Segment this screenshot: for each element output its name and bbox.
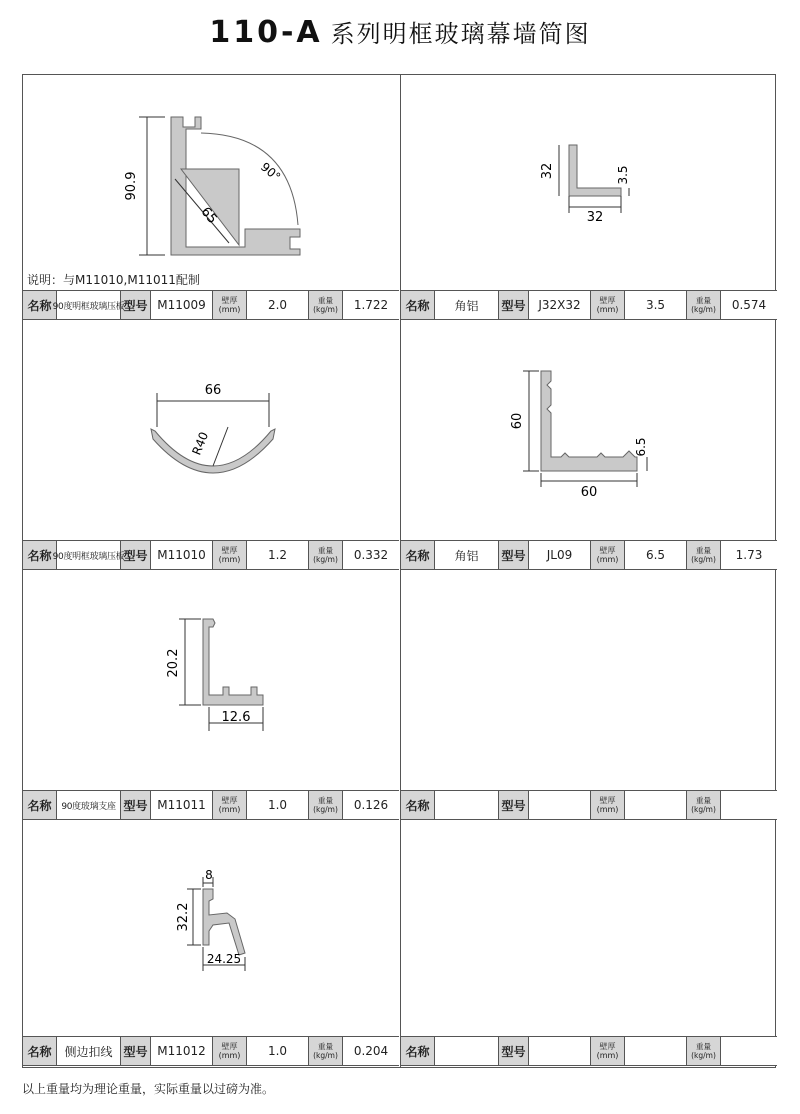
weight-value: 0.574: [721, 291, 777, 319]
profile-cell-empty-1: [401, 571, 777, 821]
name-label: 名称: [401, 1037, 435, 1065]
spec-row: [401, 790, 777, 820]
dim-h: 32.2: [176, 902, 191, 932]
weight-value: [721, 791, 777, 819]
series-code: 110-A: [209, 15, 323, 50]
model-label: 型号: [499, 1037, 529, 1065]
thickness-value: 3.5: [625, 291, 687, 319]
model-label: 型号: [499, 291, 529, 319]
dim-h: 20.2: [166, 648, 181, 678]
profile-cell-jl09: [401, 321, 777, 571]
model-value: M11012: [151, 1037, 213, 1065]
dim-w: 60: [580, 485, 598, 500]
name-label: 名称: [23, 541, 57, 569]
drawing-m11009: [23, 75, 399, 290]
name-value: 90度明框玻璃压板: [57, 291, 121, 319]
profile-cell-m11011: [23, 571, 399, 821]
note-text: 说明：与M11010,M11011配制: [27, 273, 200, 287]
dim-w: 12.6: [221, 710, 251, 725]
thickness-value: 6.5: [625, 541, 687, 569]
drawing-m11011: [23, 571, 399, 790]
weight-label: 重量 (kg/m): [309, 1037, 343, 1065]
profile-cell-m11010: [23, 321, 399, 571]
name-label: 名称: [401, 291, 435, 319]
name-value: [435, 791, 499, 819]
thickness-label: 壁厚 (mm): [591, 791, 625, 819]
name-label: 名称: [23, 791, 57, 819]
thickness-label: 壁厚 (mm): [591, 1037, 625, 1065]
spec-row: [401, 290, 777, 320]
thickness-label: 壁厚 (mm): [591, 291, 625, 319]
weight-label: 重量 (kg/m): [687, 791, 721, 819]
thickness-value: 1.0: [247, 1037, 309, 1065]
name-value: [435, 1037, 499, 1065]
dim-top: 8: [205, 868, 213, 882]
thickness-value: [625, 1037, 687, 1065]
spec-row: [23, 1036, 399, 1066]
weight-value: [721, 1037, 777, 1065]
model-label: 型号: [121, 791, 151, 819]
drawing-m11012: [23, 821, 399, 1036]
thickness-value: [625, 791, 687, 819]
dim-h: 32: [540, 162, 555, 180]
weight-value: 1.722: [343, 291, 399, 319]
model-value: [529, 791, 591, 819]
spec-row: [401, 1036, 777, 1066]
weight-label: 重量 (kg/m): [687, 1037, 721, 1065]
name-value: 角铝: [435, 291, 499, 319]
weight-label: 重量 (kg/m): [309, 791, 343, 819]
profile-cell-m11009: [23, 75, 399, 321]
dim-h: 60: [510, 412, 525, 430]
name-label: 名称: [23, 1037, 57, 1065]
footer-note: 以上重量均为理论重量，实际重量以过磅为准。: [22, 1082, 275, 1096]
name-value: 90度玻璃支座: [57, 791, 121, 819]
model-value: M11011: [151, 791, 213, 819]
weight-value: 0.204: [343, 1037, 399, 1065]
profile-cell-j32x32: [401, 75, 777, 321]
name-value: 角铝: [435, 541, 499, 569]
dim-t: 3.5: [616, 165, 630, 185]
series-name: 系列明框玻璃幕墙简图: [330, 20, 591, 48]
weight-label: 重量 (kg/m): [309, 291, 343, 319]
model-value: M11009: [151, 291, 213, 319]
page-title: [0, 14, 800, 50]
dim-r: R40: [189, 429, 212, 458]
dim-angle: 90°: [257, 159, 284, 185]
dim-height: 90.9: [124, 171, 139, 201]
thickness-value: 1.2: [247, 541, 309, 569]
dim-w: 66: [204, 383, 222, 398]
thickness-label: 壁厚 (mm): [591, 541, 625, 569]
model-value: M11010: [151, 541, 213, 569]
weight-label: 重量 (kg/m): [687, 291, 721, 319]
weight-value: 0.332: [343, 541, 399, 569]
model-value: J32X32: [529, 291, 591, 319]
thickness-label: 壁厚 (mm): [213, 541, 247, 569]
name-value: 侧边扣线: [57, 1037, 121, 1065]
spec-row: [23, 540, 399, 570]
dim-w: 24.25: [206, 952, 242, 966]
weight-value: 0.126: [343, 791, 399, 819]
model-label: 型号: [499, 791, 529, 819]
profile-cell-empty-2: [401, 821, 777, 1067]
dim-diag: 65: [197, 204, 220, 227]
drawing-m11010: [23, 321, 399, 540]
dim-w: 32: [586, 210, 604, 225]
drawing-j32x32: [401, 75, 777, 290]
thickness-label: 壁厚 (mm): [213, 1037, 247, 1065]
dim-t: 6.5: [634, 437, 648, 457]
weight-value: 1.73: [721, 541, 777, 569]
model-label: 型号: [121, 541, 151, 569]
profile-sheet: [22, 74, 776, 1068]
spec-row: [23, 790, 399, 820]
profile-cell-m11012: [23, 821, 399, 1067]
name-label: 名称: [401, 791, 435, 819]
name-value: 90度明框玻璃压板: [57, 541, 121, 569]
thickness-value: 2.0: [247, 291, 309, 319]
spec-row: [401, 540, 777, 570]
model-label: 型号: [121, 291, 151, 319]
name-label: 名称: [23, 291, 57, 319]
model-label: 型号: [121, 1037, 151, 1065]
drawing-jl09: [401, 321, 777, 540]
model-value: JL09: [529, 541, 591, 569]
thickness-value: 1.0: [247, 791, 309, 819]
weight-label: 重量 (kg/m): [309, 541, 343, 569]
weight-label: 重量 (kg/m): [687, 541, 721, 569]
thickness-label: 壁厚 (mm): [213, 791, 247, 819]
model-value: [529, 1037, 591, 1065]
thickness-label: 壁厚 (mm): [213, 291, 247, 319]
spec-row: [23, 290, 399, 320]
model-label: 型号: [499, 541, 529, 569]
name-label: 名称: [401, 541, 435, 569]
